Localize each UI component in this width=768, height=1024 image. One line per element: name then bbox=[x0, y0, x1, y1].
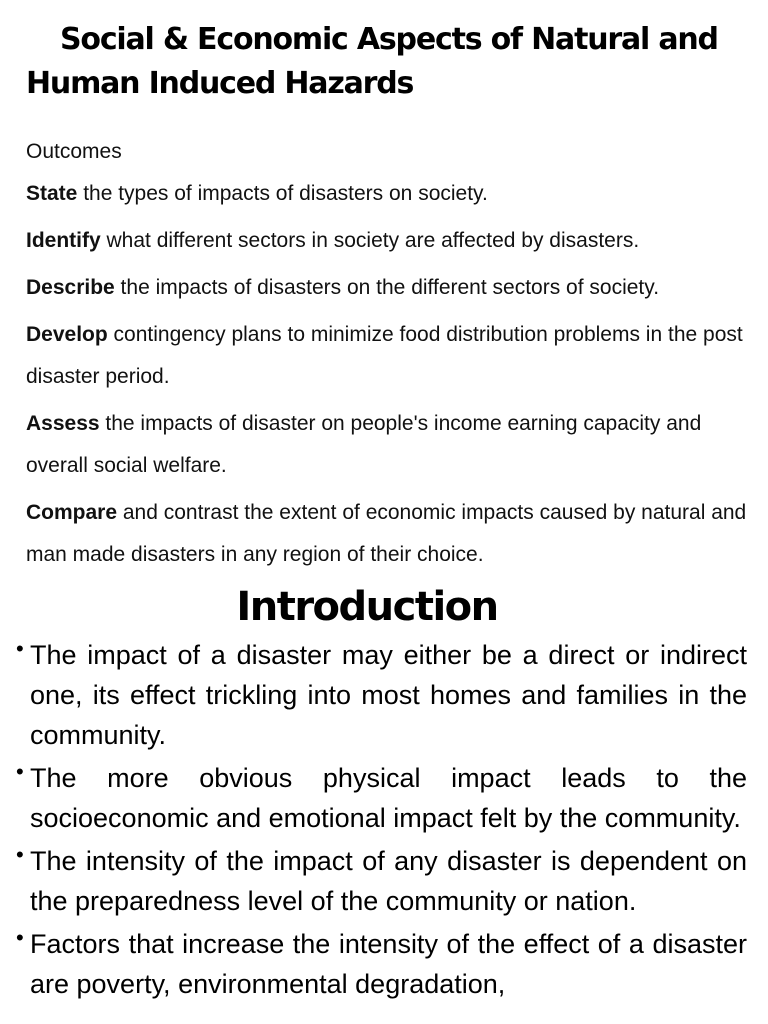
bullet-item: • The intensity of the impact of any disaster is dependent on the preparedness level of the community or nation. bbox=[30, 841, 747, 921]
introduction-bullet-list bbox=[30, 635, 747, 1007]
outcome-text: contingency plans to minimize food distribution problems in the post disaster period. bbox=[26, 323, 743, 388]
outcome-item bbox=[26, 173, 756, 215]
outcomes-heading: Outcomes bbox=[26, 140, 122, 163]
bullet-item: • The impact of a disaster may either be a direct or indirect one, its effect trickling into most homes and families in the community. bbox=[30, 635, 747, 755]
outcome-item bbox=[26, 403, 756, 487]
outcome-verb: Describe bbox=[26, 276, 115, 299]
outcome-text: the impacts of disasters on the different sectors of society. bbox=[114, 276, 660, 299]
outcome-text: what different sectors in society are affected by disasters. bbox=[100, 229, 640, 252]
outcome-verb: Compare bbox=[26, 501, 118, 524]
bullet-item: • Factors that increase the intensity of the effect of a disaster are poverty, environmental degradation, bbox=[30, 924, 747, 1004]
outcome-verb: Develop bbox=[26, 323, 108, 346]
outcome-verb: State bbox=[26, 182, 78, 205]
outcome-text: the types of impacts of disasters on society. bbox=[77, 182, 488, 205]
page-title bbox=[26, 18, 746, 106]
outcome-item bbox=[26, 492, 756, 576]
outcome-text: and contrast the extent of economic impacts caused by natural and man made disasters in any region of their choice. bbox=[26, 501, 747, 566]
title-line-1: Social & Economic Aspects of Natural and bbox=[60, 22, 718, 57]
outcome-verb: Assess bbox=[26, 412, 100, 435]
outcome-text: the impacts of disaster on people's income earning capacity and overall social welfare. bbox=[26, 412, 702, 477]
outcomes-section bbox=[26, 136, 756, 591]
bullet-item: • The more obvious physical impact leads to the socioeconomic and emotional impact felt by the community. bbox=[30, 758, 747, 838]
outcome-item bbox=[26, 314, 756, 398]
introduction-heading: Introduction bbox=[236, 584, 498, 630]
title-line-2: Human Induced Hazards bbox=[26, 66, 414, 101]
outcome-item bbox=[26, 267, 756, 309]
outcome-item bbox=[26, 220, 756, 262]
outcome-verb: Identify bbox=[26, 229, 101, 252]
